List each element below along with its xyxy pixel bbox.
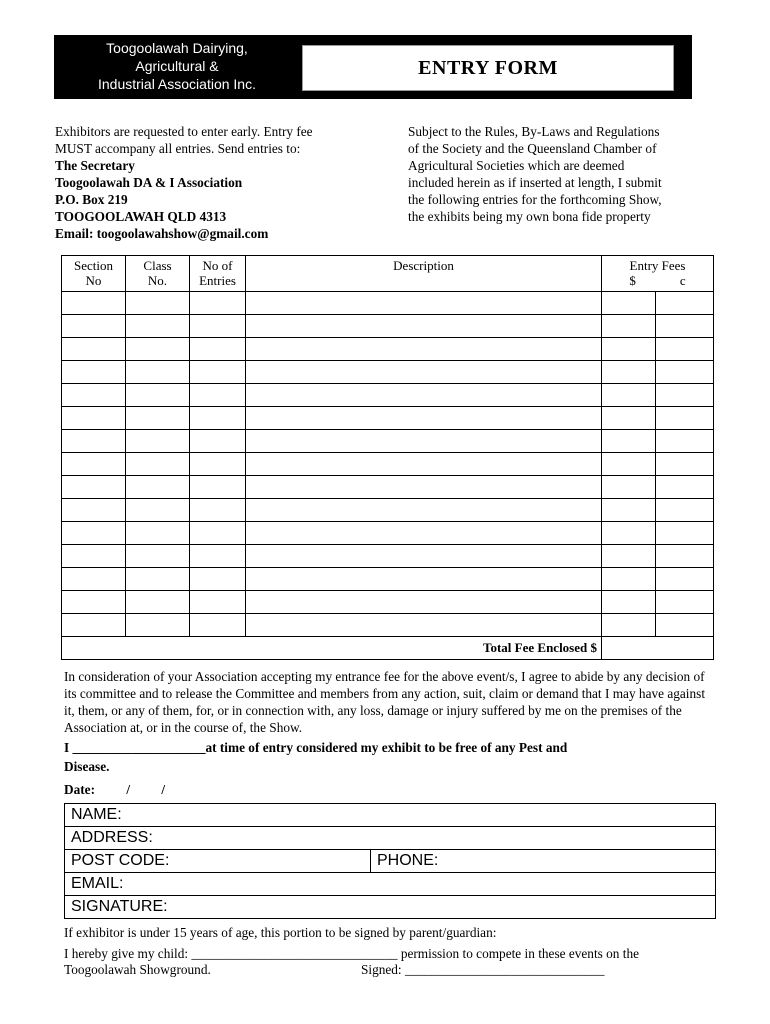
rules-line: the exhibits being my own bona fide property xyxy=(408,209,651,224)
class-cell[interactable] xyxy=(126,315,190,338)
class-cell[interactable] xyxy=(126,568,190,591)
fee-cents-cell[interactable] xyxy=(656,407,714,430)
class-cell[interactable] xyxy=(126,384,190,407)
org-line: Agricultural & xyxy=(135,58,219,74)
rules-line: Subject to the Rules, By-Laws and Regulations xyxy=(408,124,660,139)
entries-cell[interactable] xyxy=(190,614,246,637)
instruction-line: Exhibitors are requested to enter early. Entry fee xyxy=(55,124,313,139)
submission-instructions xyxy=(55,123,385,242)
date-separator: / xyxy=(126,782,131,797)
fee-dollars-cell[interactable] xyxy=(602,499,656,522)
class-cell[interactable] xyxy=(126,430,190,453)
section-cell[interactable] xyxy=(62,430,126,453)
entries-table xyxy=(61,255,714,660)
description-cell[interactable] xyxy=(246,476,602,499)
section-cell[interactable] xyxy=(62,614,126,637)
table-row xyxy=(62,545,714,568)
date-label: Date: xyxy=(64,782,96,797)
section-cell[interactable] xyxy=(62,476,126,499)
col-class-header: Class No. xyxy=(126,256,190,292)
description-cell[interactable] xyxy=(246,545,602,568)
fee-dollars-cell[interactable] xyxy=(602,292,656,315)
pest-declaration: I ____________________at time of entry considered my exhibit to be free of any Pest and xyxy=(64,740,568,755)
class-cell[interactable] xyxy=(126,545,190,568)
organisation-name xyxy=(54,39,300,93)
section-cell[interactable] xyxy=(62,315,126,338)
class-cell[interactable] xyxy=(126,614,190,637)
fee-dollars-cell[interactable] xyxy=(602,568,656,591)
fee-dollars-cell[interactable] xyxy=(602,453,656,476)
org-line: Industrial Association Inc. xyxy=(98,76,256,92)
entries-cell[interactable] xyxy=(190,591,246,614)
entries-cell[interactable] xyxy=(190,315,246,338)
description-cell[interactable] xyxy=(246,407,602,430)
description-cell[interactable] xyxy=(246,338,602,361)
table-row xyxy=(62,384,714,407)
table-row xyxy=(62,315,714,338)
table-row xyxy=(62,453,714,476)
instruction-line: MUST accompany all entries. Send entries to: xyxy=(55,141,301,156)
description-cell[interactable] xyxy=(246,568,602,591)
postcode-field[interactable]: POST CODE: xyxy=(65,850,371,873)
total-fee-cell[interactable] xyxy=(602,637,714,660)
section-cell[interactable] xyxy=(62,338,126,361)
pest-declaration-end: Disease. xyxy=(64,759,110,774)
town-state-postcode: TOOGOOLAWAH QLD 4313 xyxy=(55,209,227,224)
table-row xyxy=(62,361,714,384)
entries-cell[interactable] xyxy=(190,545,246,568)
table-row xyxy=(62,476,714,499)
form-header xyxy=(54,35,692,99)
entries-cell[interactable] xyxy=(190,338,246,361)
section-cell[interactable] xyxy=(62,453,126,476)
fee-dollars-cell[interactable] xyxy=(602,384,656,407)
entries-cell[interactable] xyxy=(190,453,246,476)
fee-cents-cell[interactable] xyxy=(656,430,714,453)
total-fee-label: Total Fee Enclosed $ xyxy=(62,637,602,660)
fee-dollars-cell[interactable] xyxy=(602,522,656,545)
guardian-permission[interactable]: I hereby give my child: _______________________________ permission to compete in these events on the xyxy=(64,946,639,961)
contact-email: Email: toogoolawahshow@gmail.com xyxy=(55,226,269,241)
fee-cents-cell[interactable] xyxy=(656,384,714,407)
fee-dollars-cell[interactable] xyxy=(602,361,656,384)
section-cell[interactable] xyxy=(62,545,126,568)
section-cell[interactable] xyxy=(62,499,126,522)
description-cell[interactable] xyxy=(246,453,602,476)
entries-cell[interactable] xyxy=(190,407,246,430)
fee-cents-cell[interactable] xyxy=(656,522,714,545)
fee-dollars-cell[interactable] xyxy=(602,315,656,338)
description-cell[interactable] xyxy=(246,384,602,407)
section-cell[interactable] xyxy=(62,384,126,407)
fee-cents-cell[interactable] xyxy=(656,545,714,568)
entries-cell[interactable] xyxy=(190,568,246,591)
secretary-title: The Secretary xyxy=(55,158,135,173)
rules-line: Agricultural Societies which are deemed xyxy=(408,158,625,173)
fee-cents-cell[interactable] xyxy=(656,591,714,614)
exhibitor-details xyxy=(64,803,716,919)
rules-line: the following entries for the forthcoming Show, xyxy=(408,192,662,207)
description-cell[interactable] xyxy=(246,614,602,637)
col-section-header: Section No xyxy=(62,256,126,292)
entries-cell[interactable] xyxy=(190,384,246,407)
class-cell[interactable] xyxy=(126,292,190,315)
address-field[interactable]: ADDRESS: xyxy=(65,827,716,850)
description-cell[interactable] xyxy=(246,361,602,384)
name-field[interactable]: NAME: xyxy=(65,804,716,827)
email-field[interactable]: EMAIL: xyxy=(65,873,716,896)
fee-dollars-cell[interactable] xyxy=(602,591,656,614)
guardian-signed-field[interactable]: Signed: ______________________________ xyxy=(361,962,605,977)
fee-dollars-cell[interactable] xyxy=(602,614,656,637)
fee-cents-cell[interactable] xyxy=(656,499,714,522)
entries-cell[interactable] xyxy=(190,522,246,545)
description-cell[interactable] xyxy=(246,522,602,545)
fee-cents-cell[interactable] xyxy=(656,338,714,361)
section-cell[interactable] xyxy=(62,407,126,430)
guardian-permission-continued xyxy=(64,962,716,978)
section-cell[interactable] xyxy=(62,361,126,384)
table-row xyxy=(62,522,714,545)
total-row xyxy=(62,637,714,660)
col-fees-header: Entry Fees $ c xyxy=(602,256,714,292)
table-row xyxy=(62,591,714,614)
fee-dollars-cell[interactable] xyxy=(602,430,656,453)
entries-cell[interactable] xyxy=(190,292,246,315)
section-cell[interactable] xyxy=(62,292,126,315)
fee-cents-cell[interactable] xyxy=(656,614,714,637)
class-cell[interactable] xyxy=(126,407,190,430)
entries-cell[interactable] xyxy=(190,499,246,522)
class-cell[interactable] xyxy=(126,453,190,476)
table-row xyxy=(62,568,714,591)
class-cell[interactable] xyxy=(126,476,190,499)
fee-cents-cell[interactable] xyxy=(656,568,714,591)
date-field[interactable] xyxy=(64,782,165,798)
description-cell[interactable] xyxy=(246,315,602,338)
fee-dollars-cell[interactable] xyxy=(602,407,656,430)
fee-dollars-cell[interactable] xyxy=(602,338,656,361)
description-cell[interactable] xyxy=(246,591,602,614)
date-separator: / xyxy=(161,782,166,797)
form-title: ENTRY FORM xyxy=(302,45,674,91)
fee-dollars-cell[interactable] xyxy=(602,545,656,568)
consent-paragraph: In consideration of your Association accepting my entrance fee for the above event/s, I agree to abide by any decision of its committee and to release the Committee and members from any action, suit, claim or demand that I may have against it, them, or any of them, for, or in connection with, any loss, damage or injury suffered by me on the premises of the Association at, or in the course of, the Show. xyxy=(64,669,706,735)
section-cell[interactable] xyxy=(62,568,126,591)
description-cell[interactable] xyxy=(246,430,602,453)
guardian-instructions: If exhibitor is under 15 years of age, this portion to be signed by parent/guardian: xyxy=(64,925,497,940)
section-cell[interactable] xyxy=(62,522,126,545)
col-entries-header: No of Entries xyxy=(190,256,246,292)
table-row xyxy=(62,292,714,315)
showground-text: Toogoolawah Showground. xyxy=(64,962,211,977)
fee-cents-cell[interactable] xyxy=(656,361,714,384)
description-cell[interactable] xyxy=(246,499,602,522)
po-box: P.O. Box 219 xyxy=(55,192,128,207)
rules-line: included herein as if inserted at length, I submit xyxy=(408,175,662,190)
section-cell[interactable] xyxy=(62,591,126,614)
org-line: Toogoolawah Dairying, xyxy=(106,40,248,56)
rules-line: of the Society and the Queensland Chamber of xyxy=(408,141,657,156)
description-cell[interactable] xyxy=(246,292,602,315)
rules-statement xyxy=(408,123,718,225)
class-cell[interactable] xyxy=(126,522,190,545)
table-row xyxy=(62,430,714,453)
signature-field[interactable]: SIGNATURE: xyxy=(65,896,716,919)
table-row xyxy=(62,614,714,637)
association-name: Toogoolawah DA & I Association xyxy=(55,175,243,190)
fee-cents-cell[interactable] xyxy=(656,292,714,315)
entries-cell[interactable] xyxy=(190,430,246,453)
phone-field[interactable]: PHONE: xyxy=(371,850,716,873)
entries-cell[interactable] xyxy=(190,476,246,499)
fee-cents-cell[interactable] xyxy=(656,453,714,476)
class-cell[interactable] xyxy=(126,361,190,384)
fee-cents-cell[interactable] xyxy=(656,315,714,338)
table-header-row xyxy=(62,256,714,292)
fee-dollars-cell[interactable] xyxy=(602,476,656,499)
table-row xyxy=(62,338,714,361)
entries-cell[interactable] xyxy=(190,361,246,384)
class-cell[interactable] xyxy=(126,338,190,361)
col-description-header: Description xyxy=(246,256,602,292)
fee-cents-cell[interactable] xyxy=(656,476,714,499)
table-row xyxy=(62,407,714,430)
class-cell[interactable] xyxy=(126,499,190,522)
table-row xyxy=(62,499,714,522)
class-cell[interactable] xyxy=(126,591,190,614)
